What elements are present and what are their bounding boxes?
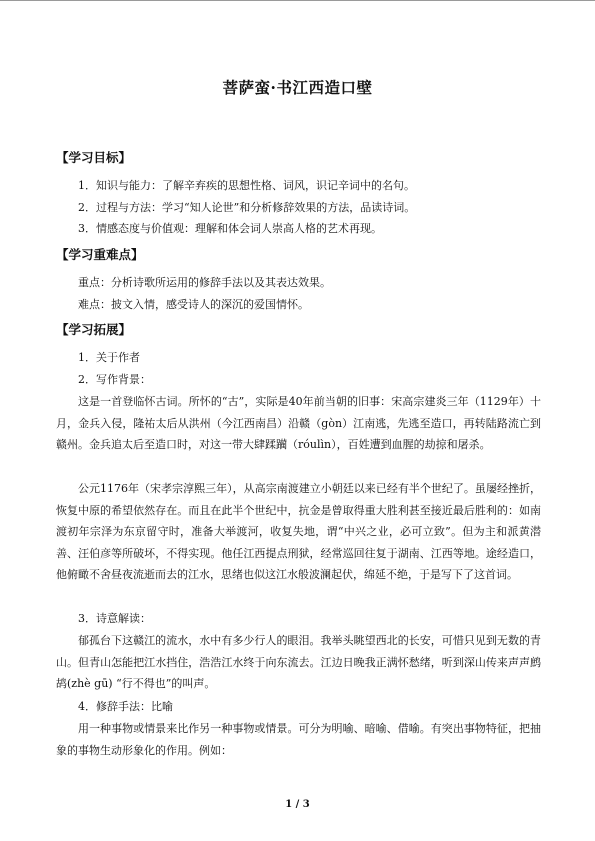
heading-keypoints: 【学习重难点】	[56, 247, 144, 262]
paragraph-background-1: 这是一首登临怀古词。所怀的“古”，实际是40年前当朝的旧事：宋高宗建炎三年（1129年）十月，金兵入侵，隆祐太后从洪州（今江西南昌）沿赣（gòn）江南逃，先逃至造口，再转陆路流亡到赣州。金兵追太后至造口时，对这一带大肆蹂躏（róulìn），百姓遭到血腥的劫掠和屠杀。	[56, 395, 541, 451]
paragraph-background-2: 公元1176年（宋孝宗淳熙三年），从高宗南渡建立小朝廷以来已经有半个世纪了。虽屡经挫折，恢复中原的希望依然存在。而且在此半个世纪中，抗金是曾取得重大胜利甚至接近最后胜利的：如南渡初年宗泽为东京留守时，准备大举渡河，收复失地，谓“中兴之业，必可立致”。但为主和派黄潜善、汪伯彦等所破坏，不得实现。他任江西提点刑狱，经常巡回往复于湖南、江西等地。途经造口，他俯瞰不舍昼夜流逝而去的江水，思绪也似这江水般波澜起伏，绵延不绝，于是写下了这首词。	[56, 482, 541, 581]
paragraph-interpretation: 郁孤台下这赣江的流水，水中有多少行人的眼泪。我举头眺望西北的长安，可惜只见到无数的青山。但青山怎能把江水挡住，浩浩江水终于向东流去。江边日晚我正满怀愁绪，听到深山传来声声鹧鸪(zhè gū) “行不得也”的叫声。	[56, 634, 541, 690]
keypoint-item-2: 难点：披文入情，感受诗人的深沉的爱国情怀。	[78, 298, 309, 311]
goal-item-2: 2．过程与方法：学习“知人论世”和分析修辞效果的方法，品读诗词。	[78, 201, 416, 214]
keypoint-item-1: 重点：分析诗歌所运用的修辞手法以及其表达效果。	[78, 276, 331, 289]
top-rule	[0, 0, 595, 1]
page-title: 菩萨蛮·书江西造口壁	[222, 78, 373, 97]
heading-extension: 【学习拓展】	[56, 322, 132, 337]
extension-item-3: 3．诗意解读：	[78, 612, 151, 625]
extension-item-4: 4．修辞手法：比喻	[78, 700, 173, 713]
page-number: 1 / 3	[285, 799, 310, 810]
paragraph-rhetoric: 用一种事物或情景来比作另一种事物或情景。可分为明喻、暗喻、借喻。有突出事物特征，把抽象的事物生动形象化的作用。例如：	[56, 722, 541, 757]
extension-item-2: 2．写作背景：	[78, 373, 151, 386]
extension-item-1: 1．关于作者	[78, 351, 140, 364]
goal-item-3: 3．情感态度与价值观：理解和体会词人崇高人格的艺术再现。	[78, 222, 382, 235]
heading-goals: 【学习目标】	[56, 150, 132, 165]
goal-item-1: 1．知识与能力：了解辛弃疾的思想性格、词风，识记辛词中的名句。	[78, 179, 415, 192]
